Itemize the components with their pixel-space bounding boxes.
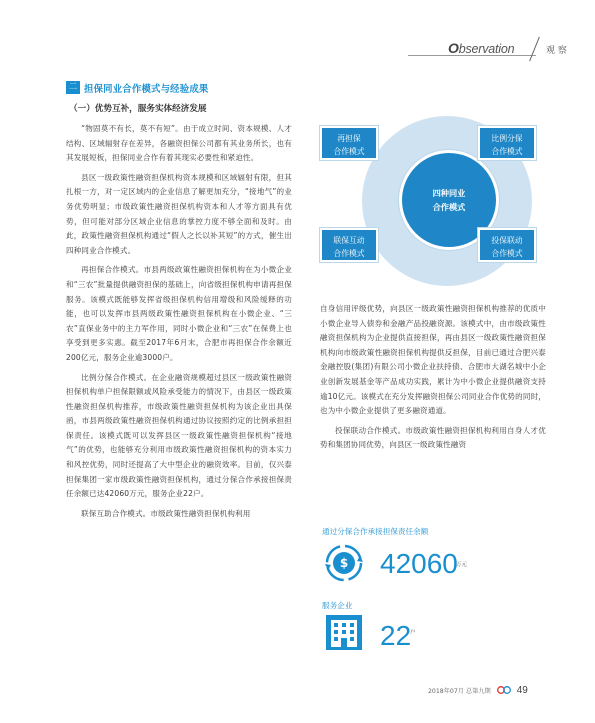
page-footer: [428, 684, 528, 696]
publisher-logo-icon: [497, 686, 511, 694]
svg-text:$: $: [339, 556, 349, 570]
stat-value-balance: 42060: [380, 548, 458, 579]
coin-cycle-icon: [324, 543, 364, 583]
section-number: 二: [66, 81, 80, 94]
issue-info: 2018年07月 总第九期: [428, 687, 491, 695]
stat-unit-balance: 万元: [456, 562, 468, 568]
header-chinese-title: 观 察: [546, 46, 567, 56]
paragraph: 联保互助合作模式。市级政策性融资担保机构利用: [81, 508, 251, 518]
cooperation-modes-diagram: [320, 110, 546, 290]
stat-label-enterprises: 服务企业: [322, 601, 353, 610]
stat-label-balance: 通过分保合作承接担保责任余额: [322, 527, 429, 536]
paragraph: “物固莫不有长，莫不有短”。由于成立时间、资本规模、人才结构、区域辐射存在差异，各融资担保公司都有其业务所长，也有其发展短板，担保同业合作有着其现实必要性和紧迫性。: [66, 124, 292, 163]
section-heading: [66, 80, 292, 95]
section-title: 担保同业合作模式与经验成果: [84, 83, 209, 95]
building-icon: [324, 612, 364, 652]
subsection-title: （一）优势互补，服务实体经济发展: [69, 104, 207, 114]
paragraph: 投保联动合作模式。市级政策性融资担保机构利用自身人才优势和集团协同优势，向县区一级政策性融资: [320, 425, 546, 450]
diagram-center-label: 四种同业 合作模式: [432, 188, 466, 212]
page-header: [408, 36, 595, 64]
header-english-title: Observation: [448, 40, 515, 56]
left-column: [66, 80, 292, 526]
diagram-box-reguarantee: 再担保 合作模式: [320, 126, 378, 160]
stat-value-enterprises: 22: [380, 620, 412, 651]
paragraph: 县区一级政策性融资担保机构资本规模和区域辐射有限，但其扎根一方，对一定区域内的企业信息了解更加充分，“接地气”的业务优势明显；市级政策性融资担保机构资本和人才等方面具有优势，但可能对部分区域企业信息的掌控力度不够全面和及时。由此，政策性融资担保机构通过“假人之长以补其短”的方式，催生出四种同业合作模式。: [66, 172, 292, 255]
header-divider: [529, 37, 540, 61]
page-number: 49: [516, 684, 528, 696]
diagram-box-joint-guarantee: 联保互动 合作模式: [320, 228, 378, 262]
diagram-box-investment-linkage: 投保联动 合作模式: [478, 228, 536, 262]
diagram-box-proportional: 比例分保 合作模式: [478, 126, 536, 160]
paragraph: 比例分保合作模式。在企业融资规模超过县区一级政策性融资担保机构单户担保限额或风险承受能力的情况下，由县区一级政策性融资担保机构推荐，市级政策性融资担保机构为该企业出具保函，市县两级政策性融资担保机构通过协议按照约定的比例承担担保责任。该模式既可以发挥县区一级政策性融资担保机构“接地气”的优势，也能够充分利用市级政策性融资担保机构的资本实力和风控优势，同时还提高了大中型企业的融资效率。目前，仅兴泰担保集团一家市级政策性融资担保机构，通过分保合作承接担保责任余额已达42060万元，服务企业22户。: [66, 372, 292, 499]
paragraph: 自身信用评级优势，向县区一级政策性融资担保机构推荐的优质中小微企业导入债券和金融产品投融资源。该模式中，由市级政策性融资担保机构为企业提供直接担保，再由县区一级政策性融资担保机构向市级政策性融资担保机构提供反担保，目前已通过合肥兴泰金融控股(集团)有限公司小微企业扶持债、合肥市大湖名城中小企业创新发展基金等产品成功实践，累计为中小微企业提供融资支持逾10亿元。该模式在充分发挥融资担保公司同业合作优势的同时，也为中小微企业提供了更多融资通道。: [320, 304, 546, 416]
right-column: [320, 302, 546, 458]
paragraph: 再担保合作模式。市县两级政策性融资担保机构在为小微企业和“三农”批量提供融资担保的基础上，向省级担保机构申请再担保服务。该模式既能够发挥省级担保机构信用增级和风险缓释的功能，也可以发挥市县两级政策性融资担保机构在小微企业、“三农”直保业务中的主力军作用，同时小微企业和“三农”在保费上也享受到更多实惠。截至2017年6月末，合肥市再担保合作余额近200亿元，服务企业逾3000户。: [66, 265, 292, 362]
stat-unit-enterprises: 户: [410, 630, 416, 636]
